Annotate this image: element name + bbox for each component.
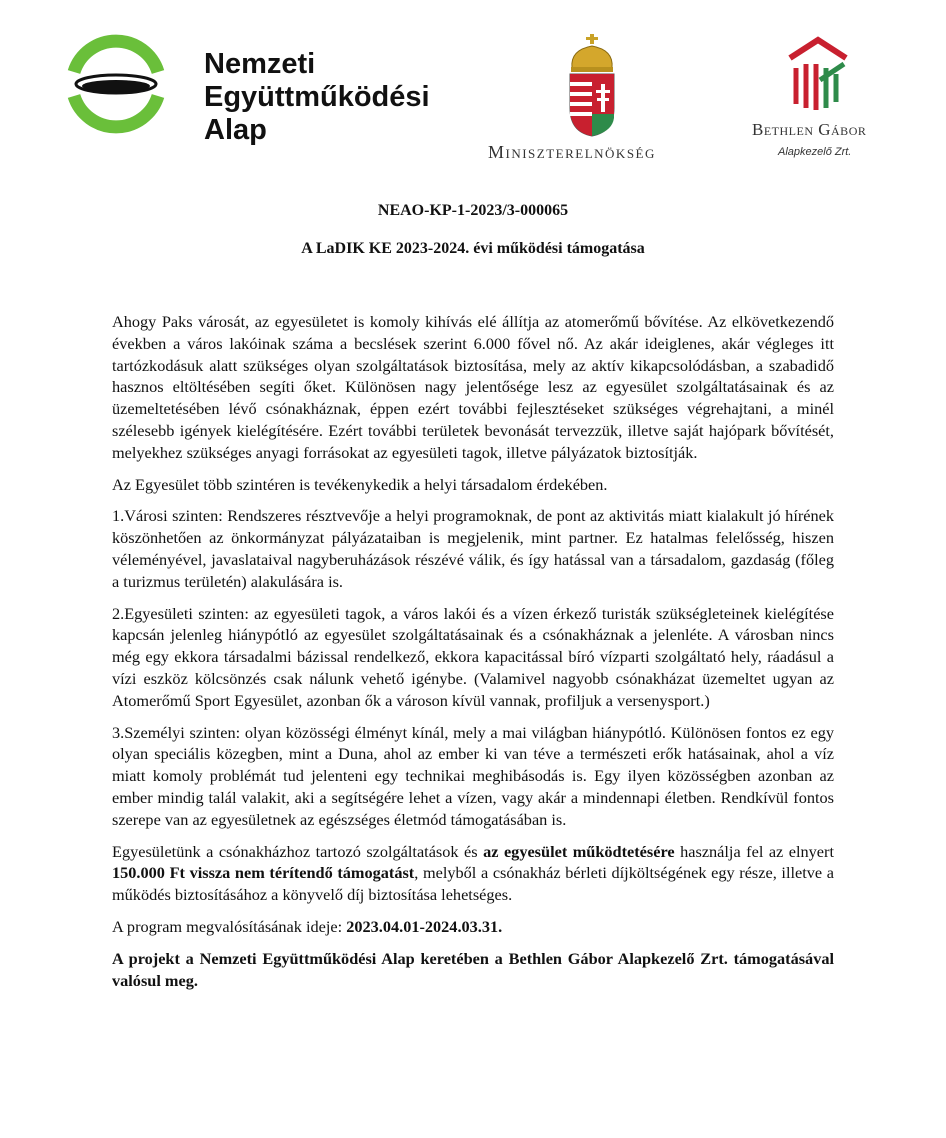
paragraph-acknowledgement <box>112 948 834 992</box>
ministry-name: Miniszterelnökség <box>488 142 656 162</box>
period-dates: 2023.04.01-2024.03.31. <box>346 916 503 936</box>
funding-text-2: használja fel az elnyert <box>674 841 834 861</box>
nea-logo-text <box>204 48 430 147</box>
paragraph-funding <box>112 841 834 906</box>
nea-line2: Együttműködési <box>204 81 430 113</box>
paragraph-levels: Az Egyesület több szintéren is tevékenykedik a helyi társadalom érdekében. <box>112 474 608 494</box>
paragraph-city-level: 1.Városi szinten: Rendszeres résztvevője a helyi programoknak, de pont az aktivitás miatt kialakult jó hírének köszönhetően az önkormányzat pályázataiban is megjelenik, mint partner. Ez hatalmas felelősség, hiszen véleményével, javaslataival nagyberuházások részévé válik, és így hatással van a társadalom, gazdaság (főleg a turizmus területén) alakulására is. <box>112 506 834 591</box>
paragraph-intro: Ahogy Paks városát, az egyesületet is komoly kihívás elé állítja az atomerőmű bővítése. Az elkövetkezendő években a város lakóinak száma a becslések szerint 6.000 fővel nő. Az akár ideiglenes, akár végleges itt tartózkodásuk alatt szükséges olyan szolgáltatások biztosítása, mely az aktív kikapcsolódásban, a szabadidő hasznos eltöltésében segíti őket. Különösen nagy jelentősége lesz az egyesület szolgáltatásainak és az üzemeltetésében lévő csónakháznak, éppen ezért további fejlesztéseket szükséges végrehajtani, a minél szélesebb igények kielégítésére. Ezért további területek bevonását tervezzük, illetve saját hajópark bővítését, melyekhez szükséges anyagi forrásokat az egyesületi tagok, illetve pályázatok biztosítják. <box>112 312 834 462</box>
funding-amount: 150.000 Ft vissza nem térítendő támogatást <box>112 863 415 883</box>
header-logos <box>0 30 946 170</box>
funding-text-3: , melyből a csónakház bérleti díjköltségének egy része, illetve a működés biztosításához a könyvelő díj biztosítása lehetséges. <box>112 863 834 905</box>
acknowledgement-text: A projekt a Nemzeti Együttműködési Alap keretében a Bethlen Gábor Alapkezelő Zrt. támogatásával valósul meg. <box>112 948 834 990</box>
document-body <box>112 311 834 1001</box>
document-id: NEAO-KP-1-2023/3-000065 <box>377 202 569 219</box>
bga-logo-icon <box>786 34 850 114</box>
nea-line3: Alap <box>204 114 267 146</box>
funding-text-1: Egyesületünk a csónakházhoz tartozó szolgáltatások és <box>112 841 484 861</box>
nea-ring-logo-icon <box>66 34 166 134</box>
nea-line1: Nemzeti <box>204 48 316 80</box>
paragraph-period <box>112 916 834 938</box>
document-title: A LaDIK KE 2023-2024. évi működési támogatása <box>301 240 645 257</box>
paragraph-association-level: 2.Egyesületi szinten: az egyesületi tagok, a város lakói és a vízen érkező turisták szükségleteinek kielégítése kapcsán jelenleg hiánypótló az egyesület szolgáltatásainak és a csónakháznak a jelenléte. A városban nincs még egy ekkora társadalmi bázissal rendelkező, ekkora kapacitással bíró vízparti szolgáltató hely, ráadásul a vízi eszköz kölcsönzés csak nálunk vehető igénybe. (Valamivel nagyobb csónakházat üzemeltet ugyan az Atomerőmű Sport Egyesület, azonban ők a városon kívül vannak, profiljuk a versenysport.) <box>112 603 834 710</box>
bga-subtitle: Alapkezelő Zrt. <box>778 146 852 158</box>
funding-bold-1: az egyesület működtetésére <box>483 841 675 861</box>
bga-name: Bethlen Gábor <box>752 120 867 139</box>
hungarian-coat-of-arms-icon <box>566 34 618 138</box>
paragraph-personal-level: 3.Személyi szinten: olyan közösségi élményt kínál, mely a mai világban hiánypótló. Különösen fontos ez egy olyan speciális közegben, mint a Duna, ahol az ember ki van téve a természeti erők hatásainak, ahol a víz miatt komoly problémát tud jelenteni egy technikai meghibásodás is. Egy ilyen közösségben azonban az ember mindig talál valakit, aki a segítségére lehet a vízen, vagy akár a mindennapi életben. Rendkívül fontos szerepe van az egyesületnek az egészséges életmód támogatásában is. <box>112 722 834 829</box>
period-label: A program megvalósításának ideje: <box>112 916 347 936</box>
